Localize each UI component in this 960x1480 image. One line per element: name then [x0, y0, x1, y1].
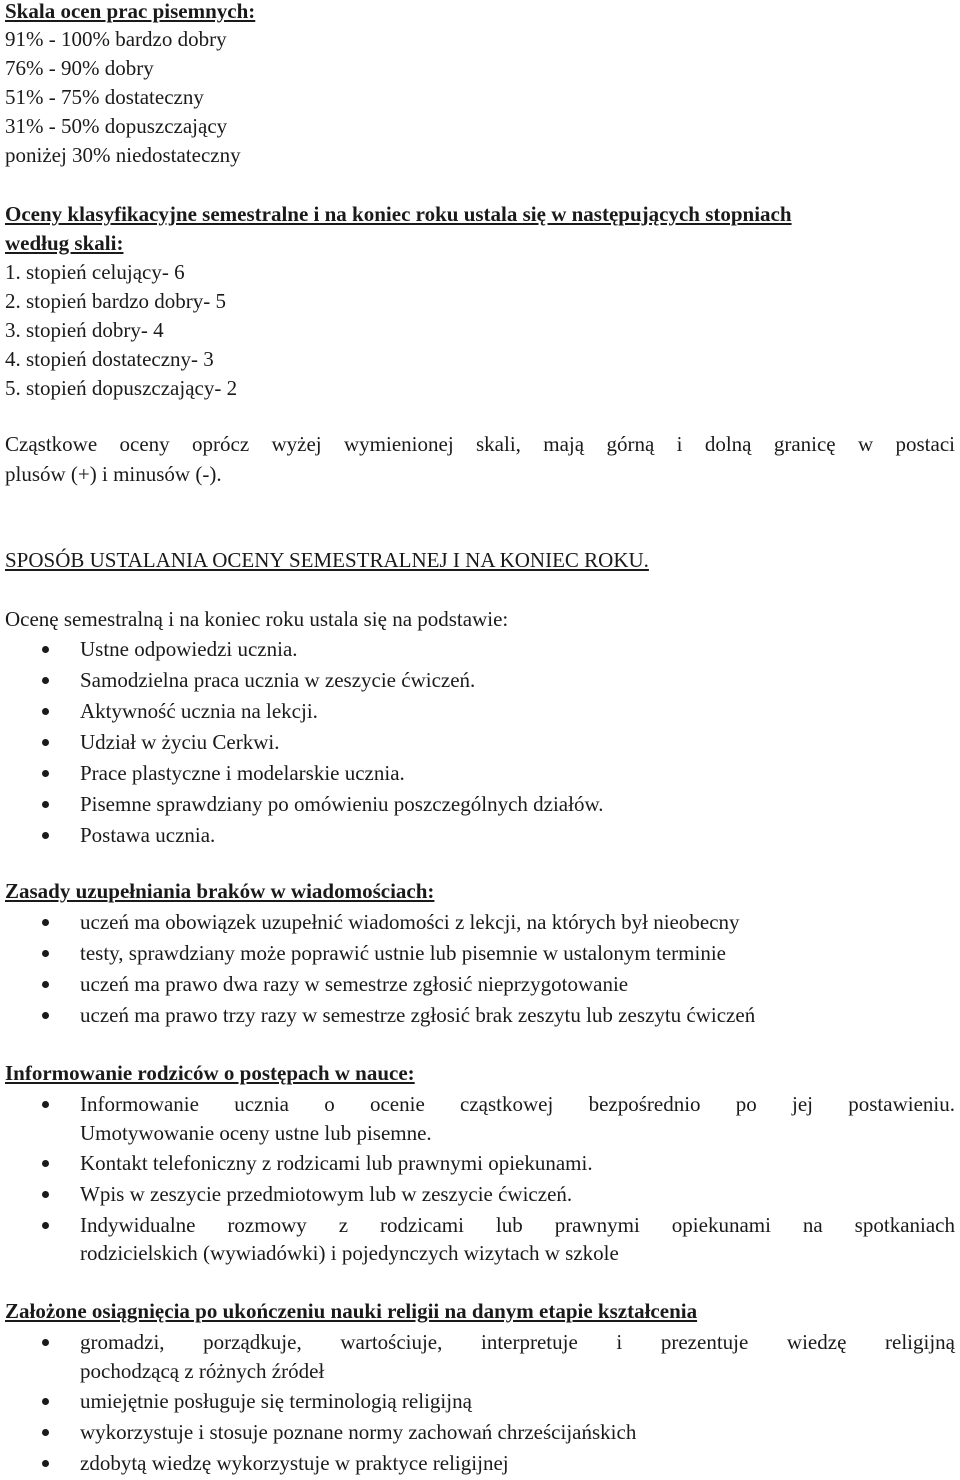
grade-item: 3. stopień dobry- 4 [5, 318, 164, 342]
scale-item: poniżej 30% niedostateczny [5, 143, 241, 167]
grades-heading-line2: według skali: [5, 231, 124, 255]
scale-heading: Skala ocen prac pisemnych: [5, 0, 256, 23]
method-item: Ustne odpowiedzi ucznia. [80, 637, 298, 661]
outcomes-item1-line2: pochodzącą z różnych źródeł [80, 1359, 325, 1383]
outcomes-heading: Założone osiągnięcia po ukończeniu nauki religii na danym etapie kształcenia [5, 1299, 698, 1323]
scale-item: 76% - 90% dobry [5, 56, 154, 80]
gaps-item: uczeń ma prawo dwa razy w semestrze zgłosić nieprzygotowanie [80, 972, 629, 996]
gaps-item: uczeń ma prawo trzy razy w semestrze zgłosić brak zeszytu lub zeszytu ćwiczeń [80, 1003, 756, 1027]
outcomes-item: zdobytą wiedzę wykorzystuje w praktyce religijnej [80, 1451, 509, 1475]
grades-note-line2: plusów (+) i minusów (-). [5, 462, 222, 486]
parents-item: Wpis w zeszycie przedmiotowym lub w zeszycie ćwiczeń. [80, 1182, 573, 1206]
method-item: Prace plastyczne i modelarskie ucznia. [80, 761, 405, 785]
parents-item: Kontakt telefoniczny z rodzicami lub prawnymi opiekunami. [80, 1151, 593, 1175]
method-item: Samodzielna praca ucznia w zeszycie ćwiczeń. [80, 668, 476, 692]
grades-note-line1: Cząstkowe oceny oprócz wyżej wymienionej skali, mają górną i dolną granicę w postaci [5, 432, 955, 456]
scale-item: 31% - 50% dopuszczający [5, 114, 228, 138]
outcomes-item: wykorzystuje i stosuje poznane normy zachowań chrześcijańskich [80, 1420, 637, 1444]
method-item: Aktywność ucznia na lekcji. [80, 699, 318, 723]
gaps-heading: Zasady uzupełniania braków w wiadomościach: [5, 879, 435, 903]
outcomes-item: umiejętnie posługuje się terminologią religijną [80, 1389, 472, 1413]
parents-item1-line2: Umotywowanie oceny ustne lub pisemne. [80, 1121, 432, 1145]
parents-heading: Informowanie rodziców o postępach w nauce: [5, 1061, 415, 1085]
method-item: Udział w życiu Cerkwi. [80, 730, 280, 754]
grade-item: 4. stopień dostateczny- 3 [5, 347, 214, 371]
method-intro: Ocenę semestralną i na koniec roku ustala się na podstawie: [5, 607, 509, 631]
gaps-item: uczeń ma obowiązek uzupełnić wiadomości z lekcji, na których był nieobecny [80, 910, 740, 934]
grade-item: 5. stopień dopuszczający- 2 [5, 376, 238, 400]
grade-item: 1. stopień celujący- 6 [5, 260, 185, 284]
outcomes-item1-line1: gromadzi, porządkuje, wartościuje, interpretuje i prezentuje wiedzę religijną [80, 1330, 955, 1354]
method-item: Postawa ucznia. [80, 823, 216, 847]
parents-item4-line1: Indywidualne rozmowy z rodzicami lub prawnymi opiekunami na spotkaniach [80, 1213, 955, 1237]
grade-item: 2. stopień bardzo dobry- 5 [5, 289, 227, 313]
grades-heading-line1: Oceny klasyfikacyjne semestralne i na koniec roku ustala się w następujących stopniach [5, 202, 792, 226]
parents-item1-line1: Informowanie ucznia o ocenie cząstkowej bezpośrednio po jej postawieniu. [80, 1092, 955, 1116]
method-heading: SPOSÓB USTALANIA OCENY SEMESTRALNEJ I NA KONIEC ROKU. [5, 548, 649, 572]
gaps-item: testy, sprawdziany może poprawić ustnie lub pisemnie w ustalonym terminie [80, 941, 726, 965]
scale-item: 51% - 75% dostateczny [5, 85, 204, 109]
scale-item: 91% - 100% bardzo dobry [5, 27, 227, 51]
method-item: Pisemne sprawdziany po omówieniu poszczególnych działów. [80, 792, 604, 816]
parents-item4-line2: rodzicielskich (wywiadówki) i pojedynczych wizytach w szkole [80, 1241, 619, 1265]
